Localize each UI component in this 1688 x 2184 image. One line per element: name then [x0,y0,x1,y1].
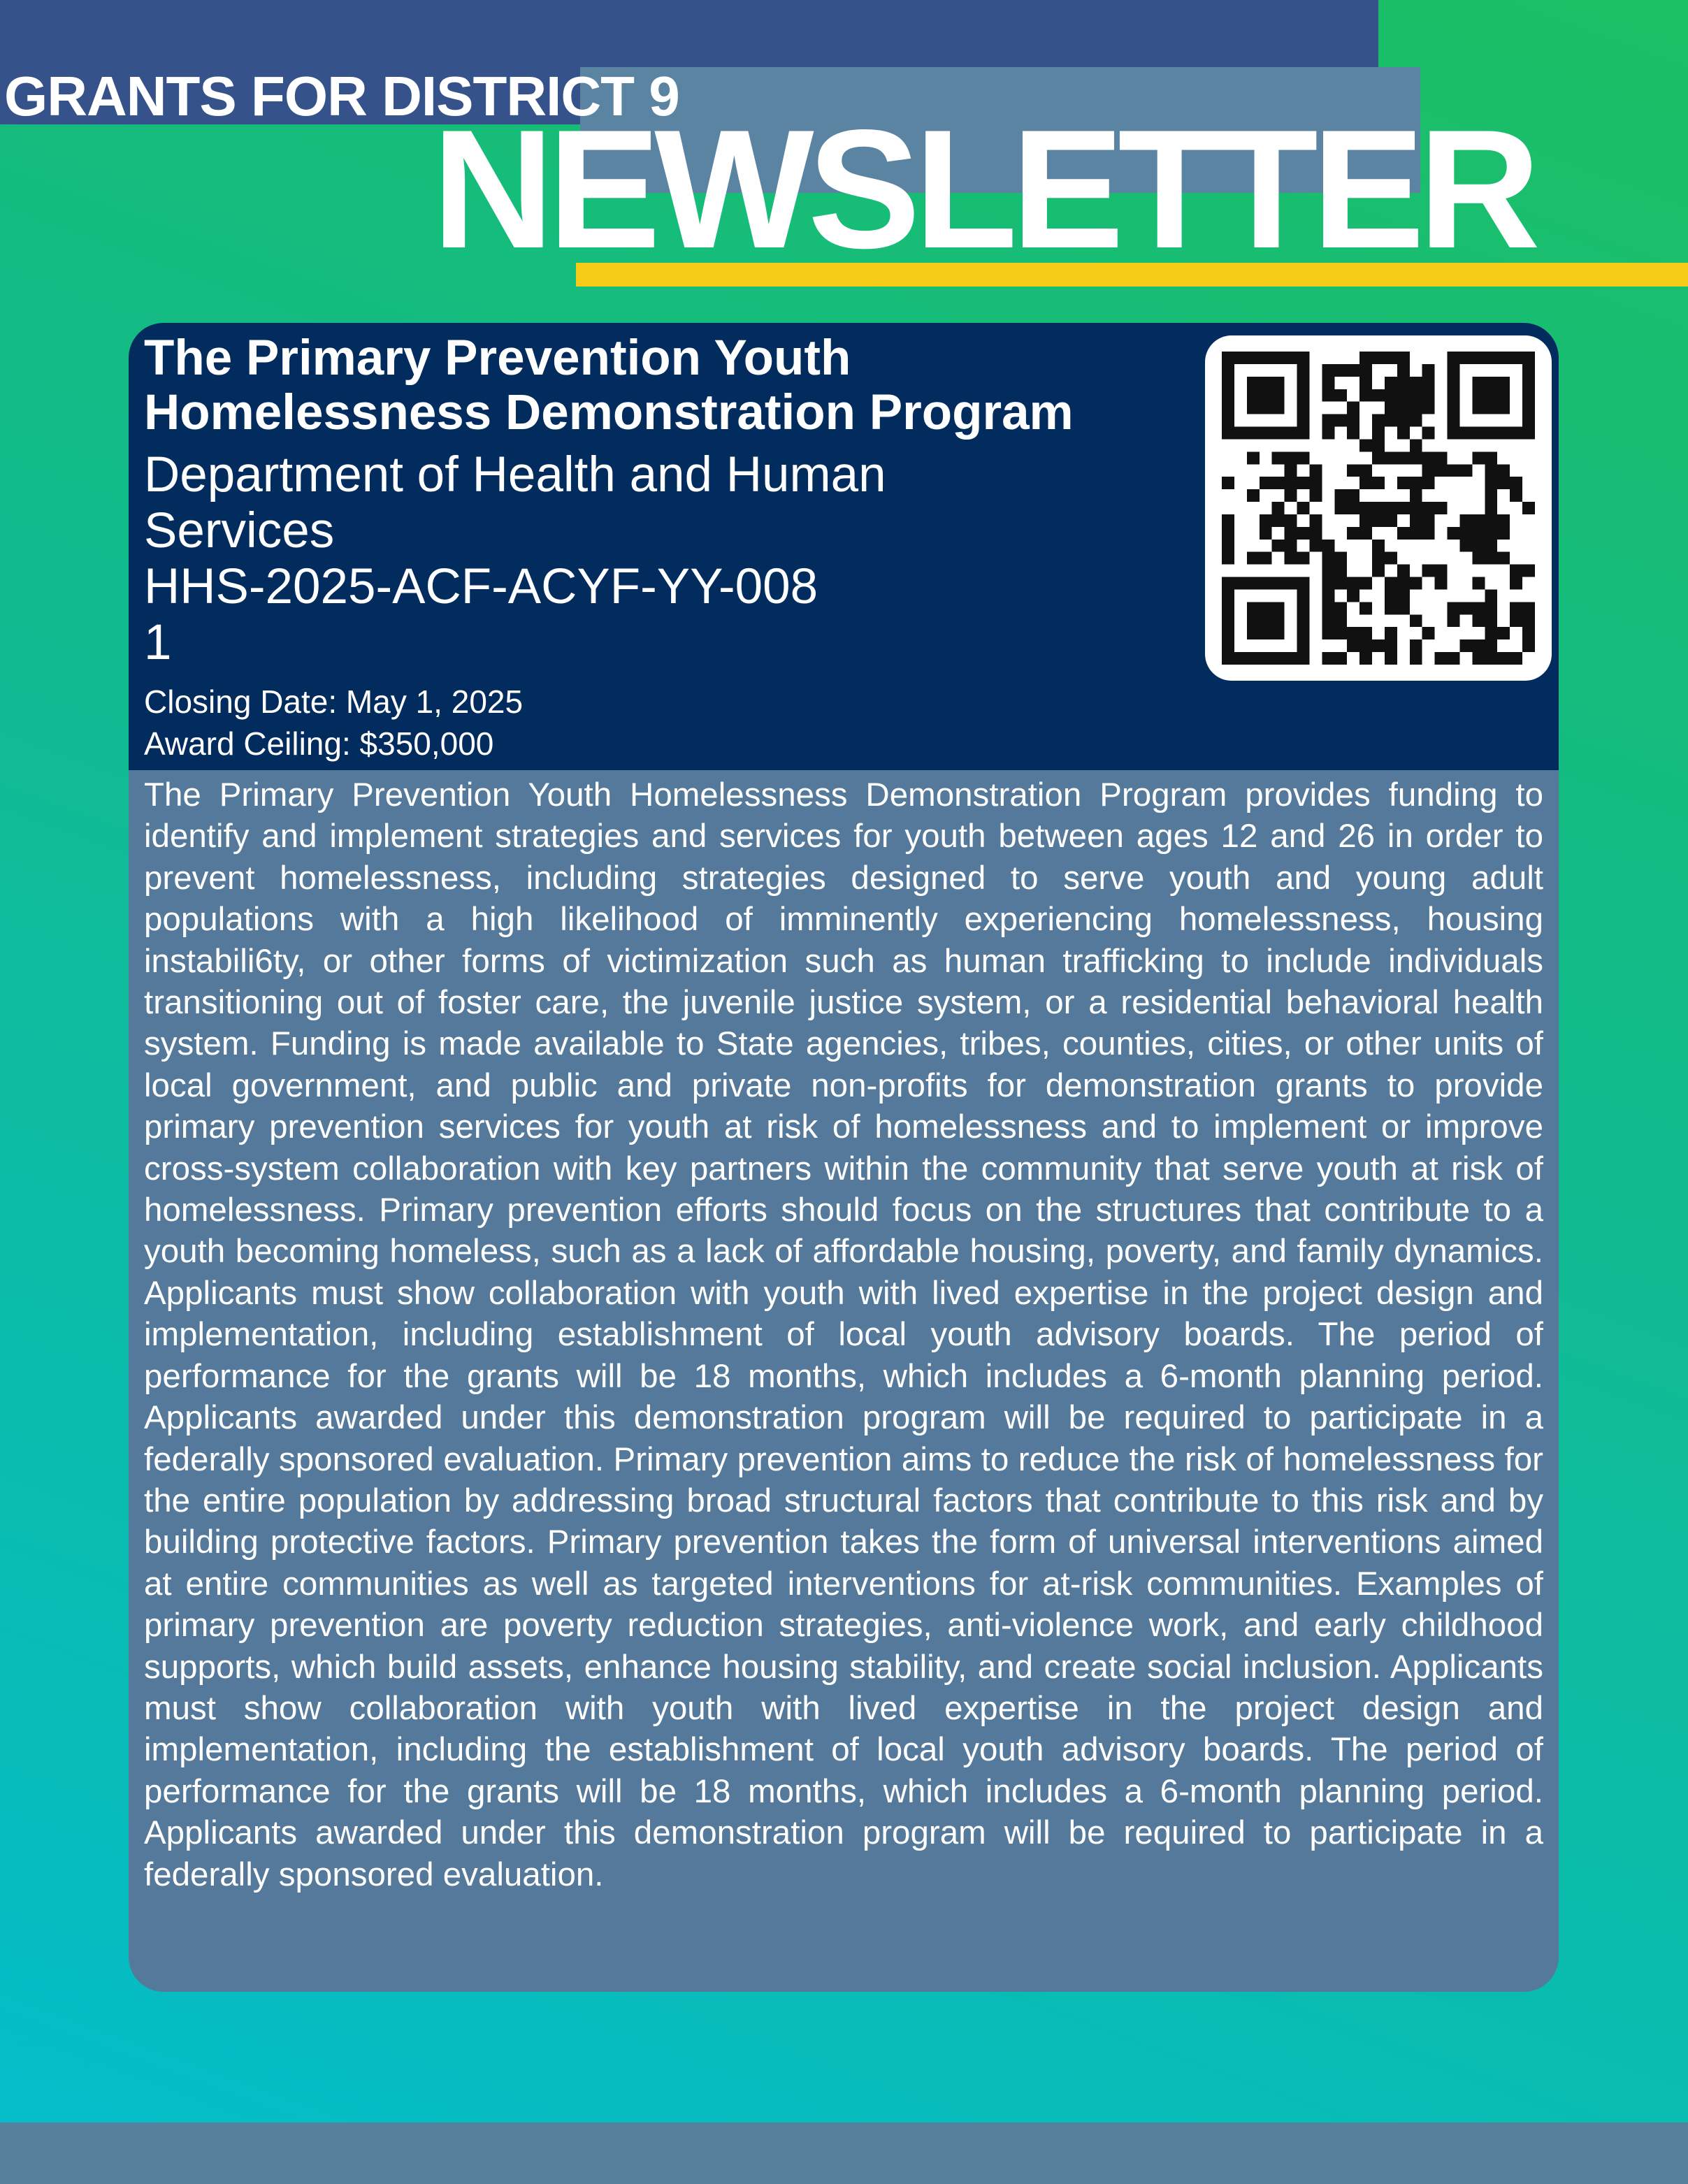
award-ceiling: Award Ceiling: $350,000 [144,725,494,762]
qr-code[interactable] [1205,335,1552,681]
grant-opportunity-number: HHS-2025-ACF-ACYF-YY-0081 [144,559,818,670]
newsletter-kicker: GRANTS FOR DISTRICT 9 [4,65,679,127]
grant-card [129,323,1559,1992]
grant-agency: Department of Health and Human Services [144,447,886,558]
grant-meta [144,681,523,765]
footer-band [0,2122,1688,2184]
newsletter-title: NEWSLETTER [432,95,1535,284]
grant-description: The Primary Prevention Youth Homelessness Demonstration Program provides funding to identify and implement strategies and services for youth between ages 12 and 26 in order to prevent homelessness, including strategies designed to serve youth and young adult populations with a high likelihood of imminently experiencing homelessness, housing instabili6ty, or other forms of victimization such as human trafficking to include individuals transitioning out of foster care, the juvenile justice system, or a residential behavioral health system. Funding is made available to State agencies, tribes, counties, cities, or other units of local government, and public and private non-profits for demonstration grants to provide primary prevention services for youth at risk of homelessness and to implement or improve cross-system collaboration with key partners within the community that serve youth at risk of homelessness. Primary prevention efforts should focus on the structures that contribute to a youth becoming homeless, such as a lack of affordable housing, poverty, and family dynamics. Applicants must show collaboration with youth with lived expertise in the project design and implementation, including establishment of local youth advisory boards. The period of performance for the grants will be 18 months, which includes a 6-month planning period. Applicants awarded under this demonstration program will be required to participate in a federally sponsored evaluation. Primary prevention aims to reduce the risk of homelessness for the entire population by addressing broad structural factors that contribute to this risk and by building protective factors. Primary prevention takes the form of universal interventions aimed at entire communities as well as targeted interventions for at-risk communities. Examples of primary prevention are poverty reduction strategies, anti-violence work, and early childhood supports, which build assets, enhance housing stability, and create social inclusion. Applicants must show collaboration with youth with lived expertise in the project design and implementation, including the establishment of local youth advisory boards. The period of performance for the grants will be 18 months, which includes a 6-month planning period. Applicants awarded under this demonstration program will be required to participate in a federally sponsored evaluation. [144,776,1543,1893]
qr-code-icon [1222,351,1535,665]
grant-agency-block [144,447,913,671]
grant-title: The Primary Prevention Youth Homelessness Demonstration Program [144,331,1074,440]
closing-date: Closing Date: May 1, 2025 [144,684,524,720]
grant-card-header [129,323,1559,770]
